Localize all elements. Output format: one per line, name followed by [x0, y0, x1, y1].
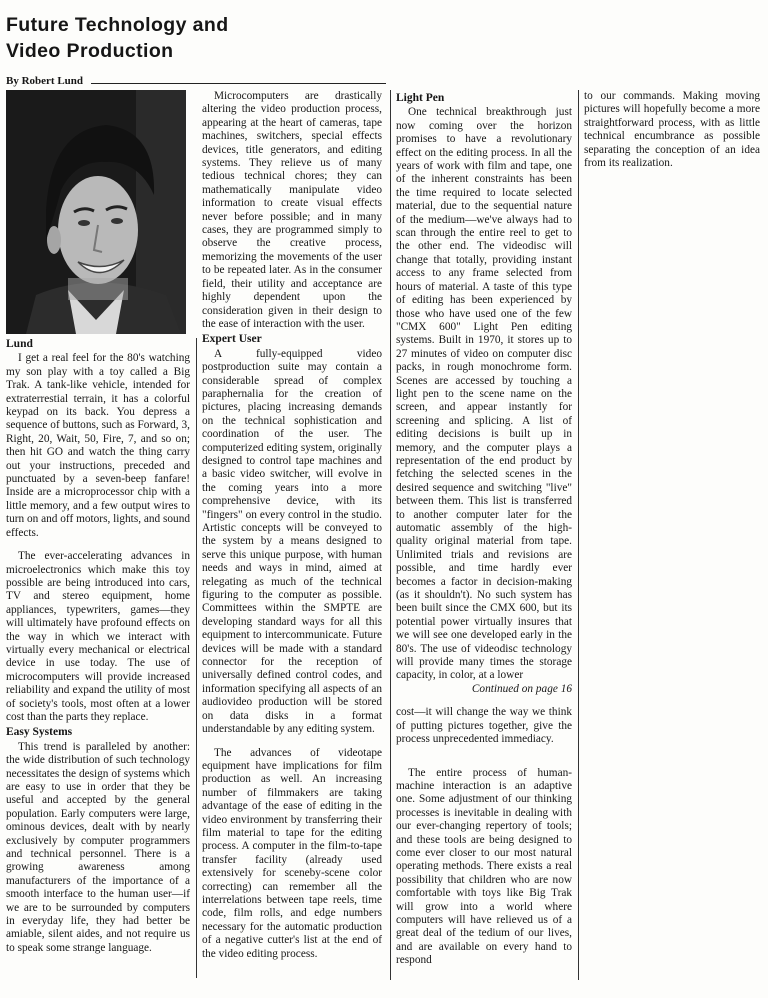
paragraph: to our commands. Making moving pictures will hopefully become a more straightforward process, with as little technical encumbrance as possible separating the conception of an idea from its realization. — [584, 90, 760, 170]
paragraph: The ever-accelerating advances in microelectronics which make this toy possible are being introduced into cars, TV and stereo equipment, home appliances, typewriters, games—they will ultimately have profound effects on the way in which we interact with virtually every mechanical or electrical device in use today. The use of microcomputers will provide increased reliability and expand the utility of most of society's tools, most often at a lower cost than the parts they replace. — [6, 550, 190, 723]
column-3 — [396, 90, 572, 968]
subheading-expert-user: Expert User — [202, 333, 262, 346]
subheading-easy-systems: Easy Systems — [6, 726, 73, 739]
paragraph: Microcomputers are drastically altering the video production process, appearing at the heart of cameras, tape machines, switchers, special effects devices, title generators, and editing systems. They relieve us of many tedious technical chores; they can mathematically manipulate video information to create visual effects never before possible; and in many cases, they are programmed simply to observe the creative process, memorizing the movements of the user to be repeated later. As in the consumer field, their utility and acceptance are highly dependent upon the consideration given in their design to the ease of interaction with the user. — [202, 90, 382, 330]
byline-text: By Robert Lund — [6, 75, 84, 87]
subheading-light-pen: Light Pen — [396, 92, 445, 104]
paragraph: The entire process of human-machine interaction is an adaptive one. Some adjustment of our thinking processes is inevitable in dealing with our ever-changing repertory of tools; and these tools are being designed to come ever closer to our most natural operating methods. There exists a real possibility that children who are now comfortable with toys like Big Trak will grow into a world where computers will have relieved us of a great deal of the tedium of our lives, and are available on every hand to respond — [396, 766, 572, 967]
column-divider — [196, 338, 197, 978]
column-1 — [6, 338, 190, 955]
column-2 — [202, 90, 382, 961]
paragraph: I get a real feel for the 80's watching my son play with a toy called a Big Trak. A tank-like vehicle, intended for extraterrestial terrain, it has a colorful keypad on its back. You depress a sequence of buttons, such as Forward, 3, Right, 20, Wait, 50, Fire, 7, and so on; then hit GO and watch the thing carry out your instructions, preceded and punctuated by a seven-beep fanfare! Inside are a microprocessor chip with a little memory, and a few output wires to turn on and off motors, lights, and sound effects. — [6, 352, 190, 539]
author-portrait-image — [6, 90, 186, 334]
byline — [6, 75, 386, 87]
photo-caption: Lund — [6, 338, 33, 350]
paragraph: cost—it will change the way we think of putting pictures together, give the process unprecedented immediacy. — [396, 706, 572, 746]
author-photo — [6, 90, 186, 334]
article-title-line-2: Video Production — [6, 40, 174, 62]
paragraph: A fully-equipped video postproduction suite may contain a considerable spread of complex paraphernalia for the creation of pictures, placing increasing demands on the technical sophistication and coordination of the user. The computerized editing system, originally designed to control tape machines and a basic video switcher, will evolve in the coming years into a more comprehensive device, with its "fingers" on every control in the studio. Artistic concepts will be conveyed to the system by a means designed to serve this unique purpose, with human needs and ways in mind, aimed at relegating as much of the technical figuring to the computer as possible. Committees within the SMPTE are developing standard ways for all this equipment to intercommunicate. Future devices will be made with a standard connector for the reception of universally defined control codes, and information specifying all aspects of an audiovideo production will be stored on data disks in a format understandable by any editing system. — [202, 347, 382, 736]
paragraph: One technical breakthrough just now coming over the horizon promises to have a revolutionary effect on the editing process. In all the years of work with film and tape, one of the inherent constraints has been the time required to locate selected material, due to the sequential nature of the medium—we've always had to scan through the entire reel to get to the other end. The videodisc will change that totally, providing instant access to any frame selected from hours of material. A taste of this type of editing has been experienced by those who have used one of the few "CMX 600" Light Pen editing systems. Built in 1970, it stores up to 27 minutes of video on computer disc packs, in rough monochrome form. Scenes are accessed by touching a light pen to the scene name on the screen, and appear instantly for screening and splicing. A list of editing decisions is built up in memory, and the computer plays a representation of the end product by fetching the selected scenes in the desired sequence and switching "live" between them. This list is transferred to another computer later for the automatic assembly of the high-quality original material from tape. Unlimited trials and revisions are possible, and time hardly ever becomes a factor in decision-making (as it shouldn't). No such system has been built since the CMX 600, but its potential power virtually insures that we will see one developed early in the 80's. The use of videodisc technology will provide many times the storage capacity, in color, at a lower — [396, 106, 572, 682]
byline-rule — [91, 83, 386, 84]
article-title — [6, 12, 336, 64]
article-title-line-1: Future Technology and — [6, 14, 229, 36]
column-divider — [578, 90, 579, 980]
continued-note: Continued on page 16 — [471, 682, 572, 695]
paragraph: The advances of videotape equipment have implications for film production as well. An increasing number of filmmakers are taking advantage of the ease of editing in the video environment by transferring their film material to tape for the editing process. A computer in the film-to-tape transfer facility (already used extensively for sceneby-scene color correcting) can remember all the interrelations between tape reels, time code, film rolls, and edge numbers necessary for the automatic production of a negative cutter's list at the end of the video editing process. — [202, 746, 382, 960]
column-4 — [584, 90, 760, 170]
column-divider — [390, 90, 391, 980]
paragraph: This trend is paralleled by another: the wide distribution of such technology necessitates the design of systems which are easy to use in order that they be useful and accepted by the general population. Early computers were large, ominous devices, dealt with by nearly exclusively by computer programmers and technical personnel. There is a growing awareness among manufacturers of the importance of a smooth interface to the human user—if we are to be surrounded by computers in everyday life, they had better be amiable, silent aides, and not require us to speak some strange language. — [6, 740, 190, 954]
